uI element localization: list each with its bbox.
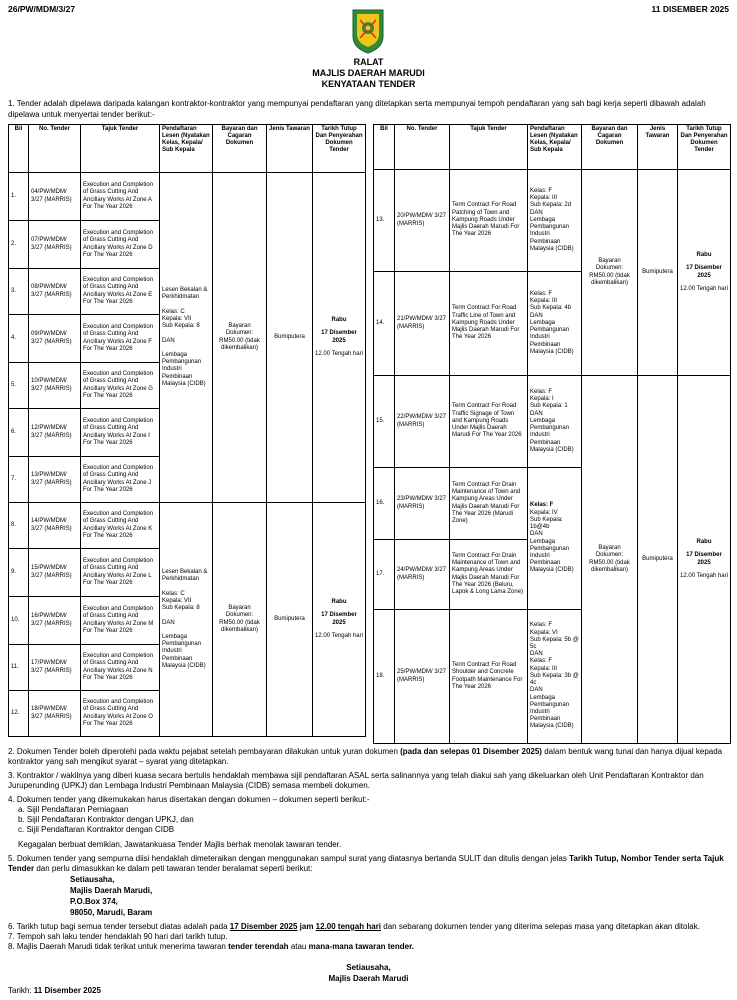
col-bil: Bil: [374, 125, 395, 170]
row-tender-no: 17/PW/MDM/ 3/27 (MARRIS): [29, 645, 81, 691]
row-tender-no: 13/PW/MDM/ 3/27 (MARRIS): [29, 457, 81, 503]
license-cell: Kelas: F Kepala: VI Sub Kepala: 5b @ 5c DAN Kelas: F Kepala: III Sub Kepala: 3b @ 4c DAN Lembaga Pembangunan Industri Pembinaan Malaysia (CIDB): [528, 610, 582, 744]
license-detail: Kepala: IV Sub Kepala: 1b@4b DAN Lembaga Pembangunan Industri Pembinaan Malaysia (CIDB): [530, 509, 574, 574]
license-cell: Lesen Bekalan & Perkhidmatan Kelas: C Kepala: VII Sub Kepala: 8 DAN Lembaga Pembangunan Industri Pembinaan Malaysia (CIDB): [160, 503, 213, 737]
row-title: Execution and Completion of Grass Cutting And Ancillary Works At Zone A For The Year 2026: [81, 173, 160, 221]
row-tender-no: 10/PW/MDM/ 3/27 (MARRIS): [29, 363, 81, 409]
note-4b: b. Sijil Pendaftaran Kontraktor dengan UPKJ, dan: [18, 815, 194, 824]
heading-notice: KENYATAAN TENDER: [321, 79, 416, 89]
notes-section: [8, 747, 730, 952]
note-4-warning: Kegagalan berbuat demikian, Jawatankuasa Tender Majlis berhak menolak tawaran tender.: [18, 840, 342, 849]
closing-date-cell: [678, 170, 731, 376]
row-title: Term Contract For Road Traffic Signage of Town and Kampung Roads Under Majlis Daerah Marudi For The Year 2026: [450, 376, 528, 468]
tender-table-left: [8, 124, 366, 737]
license-cell: [528, 468, 582, 610]
row-title: Execution and Completion of Grass Cutting And Ancillary Works At Zone M For The Year 2026: [81, 597, 160, 645]
closing-date-cell: [313, 173, 366, 503]
row-bil: 7.: [9, 457, 29, 503]
table-row: [9, 173, 366, 221]
row-title: Execution and Completion of Grass Cutting And Ancillary Works At Zone L For The Year 2026: [81, 549, 160, 597]
signature-block: Setiausaha, Majlis Daerah Marudi: [328, 963, 409, 983]
row-title: Execution and Completion of Grass Cutting And Ancillary Works At Zone I For The Year 2026: [81, 409, 160, 457]
row-bil: 16.: [374, 468, 395, 540]
row-tender-no: 16/PW/MDM/ 3/27 (MARRIS): [29, 597, 81, 645]
note-8: 8. Majlis Daerah Marudi tidak terikat untuk menerima tawaran tender terendah atau mana-mana tawaran tender.: [8, 942, 414, 951]
row-tender-no: 09/PW/MDM/ 3/27 (MARRIS): [29, 315, 81, 363]
note-5: 5. Dokumen tender yang sempurna diisi hendaklah dimeteraikan dengan menggunakan sampul surat yang diatasnya bertanda SULIT dan ditulis dengan jelas Tarikh Tutup, Nombor Tender serta Tajuk Tender dan perlu dimasukkan ke dalam peti tawaran tender beralamat seperti berikut:: [8, 854, 724, 873]
row-tender-no: 15/PW/MDM/ 3/27 (MARRIS): [29, 549, 81, 597]
closing-day: Rabu: [331, 599, 347, 606]
col-pendaftaran: Pendaftaran Lesen (Nyatakan Kelas, Kepala/ Sub Kepala: [160, 125, 213, 173]
col-pendaftaran: Pendaftaran Lesen (Nyatakan Kelas, Kepala/ Sub Kepala: [528, 125, 582, 170]
row-bil: 4.: [9, 315, 29, 363]
row-title: Term Contract For Road Traffic Line of Town and Kampung Roads Under Majlis Daerah Marudi For The Year 2026: [450, 272, 528, 376]
row-tender-no: 18/PW/MDM/ 3/27 (MARRIS): [29, 691, 81, 737]
row-tender-no: 23/PW/MDM/ 3/27 (MARRIS): [395, 468, 450, 540]
intro-paragraph: 1. Tender adalah dipelawa daripada kalangan kontraktor-kontraktor yang mempunyai pendaftaran yang ditetapkan serta mempunyai tempoh pendaftaran yang sah bagi kerja seperti dibawah adalah dipelawa untuk menyertai tender berikut:-: [8, 99, 706, 119]
row-bil: 18.: [374, 610, 395, 744]
row-title: Term Contract For Road Shoulder and Concrete Footpath Maintenance For The Year 2026: [450, 610, 528, 744]
closing-day: Rabu: [696, 252, 712, 259]
payment-cell: Bayaran Dokumen: RM50.00 (tidak dikembalikan): [213, 173, 267, 503]
col-tajuk: Tajuk Tender: [81, 125, 160, 173]
table-row: [374, 376, 731, 468]
note-6: 6. Tarikh tutup bagi semua tender tersebut diatas adalah pada 17 Disember 2025 jam 12.00 tengah hari dan sebarang dokumen tender yang diterima selepas masa yang ditetapkan akan ditolak.: [8, 922, 700, 931]
row-tender-no: 25/PW/MDM/ 3/27 (MARRIS): [395, 610, 450, 744]
offer-type-cell: Bumiputera: [267, 503, 313, 737]
row-bil: 5.: [9, 363, 29, 409]
address-block: Setiausaha, Majlis Daerah Marudi, P.O.Box 374, 98050, Marudi, Baram: [70, 875, 153, 917]
row-bil: 10.: [9, 597, 29, 645]
row-bil: 6.: [9, 409, 29, 457]
col-bil: Bil: [9, 125, 29, 173]
heading-council: MAJLIS DAERAH MARUDI: [312, 68, 425, 78]
row-bil: 1.: [9, 173, 29, 221]
closing-date: 17 Disember 2025: [686, 552, 722, 566]
closing-date: 17 Disember 2025: [686, 265, 722, 279]
row-title: Term Contract For Road Patching of Town and Kampung Roads Under Majlis Daerah Marudi For The Year 2026: [450, 170, 528, 272]
row-bil: 3.: [9, 269, 29, 315]
closing-time: 12.00 Tengah hari: [680, 285, 728, 292]
row-title: Term Contract For Drain Maintenance of Town and Kampung Areas Under Majlis Daerah Marudi For The Year 2026 (Beluru, Lapok & Long Lama Zone): [450, 540, 528, 610]
license-cell: Lesen Bekalan & Perkhidmatan Kelas: C Kepala: VII Sub Kepala: 8 DAN Lembaga Pembangunan Industri Pembinaan Malaysia (CIDB): [160, 173, 213, 503]
row-bil: 14.: [374, 272, 395, 376]
row-tender-no: 20/PW/MDM/ 3/27 (MARRIS): [395, 170, 450, 272]
row-bil: 8.: [9, 503, 29, 549]
row-tender-no: 22/PW/MDM/ 3/27 (MARRIS): [395, 376, 450, 468]
notice-date: 11 DISEMBER 2025: [651, 4, 729, 14]
closing-date: 17 Disember 2025: [321, 330, 357, 344]
row-tender-no: 14/PW/MDM/ 3/27 (MARRIS): [29, 503, 81, 549]
closing-date-cell: [678, 376, 731, 744]
row-title: Execution and Completion of Grass Cutting And Ancillary Works At Zone F For The Year 2026: [81, 315, 160, 363]
row-tender-no: 21/PW/MDM/ 3/27 (MARRIS): [395, 272, 450, 376]
row-title: Execution and Completion of Grass Cutting And Ancillary Works At Zone E For The Year 2026: [81, 269, 160, 315]
row-title: Execution and Completion of Grass Cutting And Ancillary Works At Zone G For The Year 2026: [81, 363, 160, 409]
row-bil: 12.: [9, 691, 29, 737]
row-bil: 13.: [374, 170, 395, 272]
row-title: Execution and Completion of Grass Cutting And Ancillary Works At Zone N For The Year 2026: [81, 645, 160, 691]
license-cell: Kelas: F Kepala: III Sub Kepala: 4b DAN Lembaga Pembangunan Industri Pembinaan Malaysia (CIDB): [528, 272, 582, 376]
row-title: Term Contract For Drain Maintenance of Town and Kampung Areas Under Majlis Daerah Marudi For The Year 2026 (Marudi Zone): [450, 468, 528, 540]
row-bil: 9.: [9, 549, 29, 597]
col-tarikh: Tarikh Tutup Dan Penyerahan Dokumen Tender: [313, 125, 366, 173]
col-jenis: Jenis Tawaran: [267, 125, 313, 173]
note-2: 2. Dokumen Tender boleh diperolehi pada waktu pejabat setelah pembayaran dilakukan untuk yuran dokumen (pada dan selepas 01 Disember 2025) dalam bentuk wang tunai dan hanya dijual kepada kontraktor yang sah mengikut syarat – syarat yang ditetapkan.: [8, 747, 723, 766]
row-tender-no: 08/PW/MDM/ 3/27 (MARRIS): [29, 269, 81, 315]
col-bayaran: Bayaran dan Cagaran Dokumen: [213, 125, 267, 173]
closing-time: 12.00 Tengah hari: [315, 632, 363, 639]
license-cell: Kelas: F Kepala: I Sub Kepala: 1 DAN Lembaga Pembangunan Industri Pembinaan Malaysia (CIDB): [528, 376, 582, 468]
note-4a: a. Sijil Pendaftaran Perniagaan: [18, 805, 129, 814]
col-no-tender: No. Tender: [29, 125, 81, 173]
table-row: [9, 503, 366, 549]
closing-day: Rabu: [331, 317, 347, 324]
closing-date: 17 Disember 2025: [321, 612, 357, 626]
row-title: Execution and Completion of Grass Cutting And Ancillary Works At Zone O For The Year 2026: [81, 691, 160, 737]
tender-table-right: [373, 124, 731, 744]
row-bil: 17.: [374, 540, 395, 610]
col-tajuk: Tajuk Tender: [450, 125, 528, 170]
payment-cell: Bayaran Dokumen: RM50.00 (tidak dikembalikan): [582, 170, 638, 376]
row-tender-no: 07/PW/MDM/ 3/27 (MARRIS): [29, 221, 81, 269]
license-cell: Kelas: F Kepala: III Sub Kepala: 2d DAN Lembaga Pembangunan Industri Pembinaan Malaysia (CIDB): [528, 170, 582, 272]
row-title: Execution and Completion of Grass Cutting And Ancillary Works At Zone J For The Year 2026: [81, 457, 160, 503]
row-bil: 11.: [9, 645, 29, 691]
table-row: [374, 170, 731, 272]
note-7: 7. Tempoh sah laku tender hendaklah 90 hari dari tarikh tutup.: [8, 932, 228, 941]
closing-time: 12.00 Tengah hari: [315, 350, 363, 357]
offer-type-cell: Bumiputera: [638, 376, 678, 744]
col-tarikh: Tarikh Tutup Dan Penyerahan Dokumen Tender: [678, 125, 731, 170]
closing-date-cell: [313, 503, 366, 737]
row-tender-no: 24/PW/MDM/ 3/27 (MARRIS): [395, 540, 450, 610]
payment-cell: Bayaran Dokumen: RM50.00 (tidak dikembalikan): [582, 376, 638, 744]
col-bayaran: Bayaran dan Cagaran Dokumen: [582, 125, 638, 170]
offer-type-cell: Bumiputera: [267, 173, 313, 503]
row-title: Execution and Completion of Grass Cutting And Ancillary Works At Zone K For The Year 2026: [81, 503, 160, 549]
col-no-tender: No. Tender: [395, 125, 450, 170]
offer-type-cell: Bumiputera: [638, 170, 678, 376]
note-4: 4. Dokumen tender yang dikemukakan harus disertakan dengan dokumen – dokumen seperti berikut:-: [8, 795, 370, 804]
row-tender-no: 12/PW/MDM/ 3/27 (MARRIS): [29, 409, 81, 457]
row-bil: 2.: [9, 221, 29, 269]
heading-ralat: RALAT: [353, 57, 384, 67]
payment-cell: Bayaran Dokumen: RM50.00 (tidak dikembalikan): [213, 503, 267, 737]
row-bil: 15.: [374, 376, 395, 468]
col-jenis: Jenis Tawaran: [638, 125, 678, 170]
row-tender-no: 04/PW/MDM/ 3/27 (MARRIS): [29, 173, 81, 221]
row-title: Execution and Completion of Grass Cutting And Ancillary Works At Zone D For The Year 2026: [81, 221, 160, 269]
footer-date: Tarikh: 11 Disember 2025: [8, 986, 101, 995]
council-crest-logo: [351, 8, 385, 54]
closing-day: Rabu: [696, 539, 712, 546]
closing-time: 12.00 Tengah hari: [680, 572, 728, 579]
license-class: Kelas: F: [530, 502, 554, 509]
note-3: 3. Kontraktor / wakilnya yang diberi kuasa secara bertulis hendaklah membawa sijil pendaftaran ASAL serta salinannya yang telah diakui sah yang dikeluarkan oleh Unit Pendaftaran Kontraktor dan Juruperunding (UPKJ) dan Lembaga Industri Pembinaan Malaysia (CIDB) semasa membeli dokumen.: [8, 771, 704, 790]
reference-number: 26/PW/MDM/3/27: [8, 4, 76, 14]
note-4c: c. Sijil Pendaftaran Kontraktor dengan CIDB: [18, 825, 175, 834]
